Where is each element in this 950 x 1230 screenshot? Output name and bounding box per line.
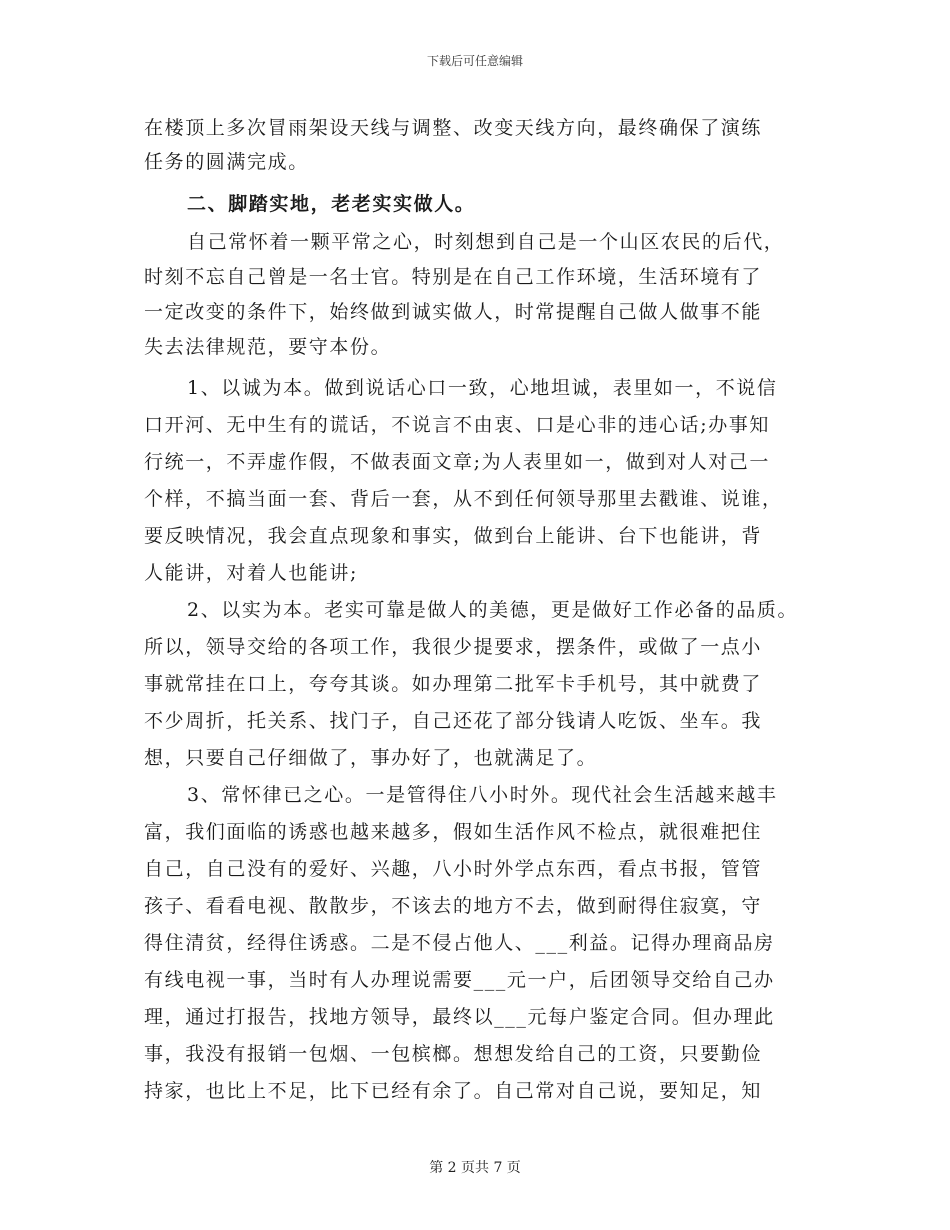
section-heading: 二、脚踏实地，老老实实做人。 <box>187 193 476 215</box>
body-line: 时刻不忘自己曾是一名士官。特别是在自己工作环境，生活环境有了 <box>144 266 763 288</box>
body-line: 在楼顶上多次冒雨架设天线与调整、改变天线方向，最终确保了演练 <box>144 117 763 139</box>
body-line: 要反映情况，我会直点现象和事实，做到台上能讲、台下也能讲，背 <box>144 525 763 547</box>
body-line: 得住清贫，经得住诱惑。二是不侵占他人、___利益。记得办理商品房 <box>144 932 775 954</box>
body-line: 富，我们面临的诱惑也越来越多，假如生活作风不检点，就很难把住 <box>144 821 763 843</box>
body-line: 自己常怀着一颗平常之心，时刻想到自己是一个山区农民的后代， <box>187 231 785 253</box>
body-line: 行统一，不弄虚作假，不做表面文章;为人表里如一，做到对人对己一 <box>144 451 771 473</box>
body-line: 口开河、无中生有的谎话，不说言不由衷、口是心非的违心话;办事知 <box>144 414 771 436</box>
body-line: 2、以实为本。老实可靠是做人的美德，更是做好工作必备的品质。 <box>187 599 799 621</box>
body-line: 有线电视一事，当时有人办理说需要___元一户，后团领导交给自己办 <box>144 969 775 991</box>
body-line: 想，只要自己仔细做了，事办好了，也就满足了。 <box>144 747 598 769</box>
body-line: 事，我没有报销一包烟、一包槟榔。想想发给自己的工资，只要勤俭 <box>144 1043 763 1065</box>
body-line: 一定改变的条件下，始终做到诚实做人，时常提醒自己做人做事不能 <box>144 301 763 323</box>
body-line: 个样，不搞当面一套、背后一套，从不到任何领导那里去戳谁、说谁， <box>144 488 783 510</box>
page-footer: 第 2 页共 7 页 <box>429 1160 521 1176</box>
body-line: 不少周折，托关系、找门子，自己还花了部分钱请人吃饭、坐车。我 <box>144 710 763 732</box>
body-line: 理，通过打报告，找地方领导，最终以___元每户鉴定合同。但办理此 <box>144 1006 775 1028</box>
body-line: 1、以诚为本。做到说话心口一致，心地坦诚，表里如一，不说信 <box>187 377 778 399</box>
body-line: 3、常怀律已之心。一是管得住八小时外。现代社会生活越来越丰 <box>187 784 778 806</box>
body-line: 任务的圆满完成。 <box>144 151 309 173</box>
body-line: 持家，也比上不足，比下已经有余了。自己常对自己说，要知足，知 <box>144 1080 763 1102</box>
body-line: 孩子、看看电视、散散步，不该去的地方不去，做到耐得住寂寞，守 <box>144 895 763 917</box>
body-line: 事就常挂在口上，夸夸其谈。如办理第二批军卡手机号，其中就费了 <box>144 673 763 695</box>
body-line: 人能讲，对着人也能讲; <box>144 562 359 584</box>
body-line: 所以，领导交给的各项工作，我很少提要求，摆条件，或做了一点小 <box>144 636 763 658</box>
body-line: 自己，自己没有的爱好、兴趣，八小时外学点东西，看点书报，管管 <box>144 858 763 880</box>
body-line: 失去法律规范，要守本份。 <box>144 336 392 358</box>
page-header: 下载后可任意编辑 <box>426 54 523 68</box>
